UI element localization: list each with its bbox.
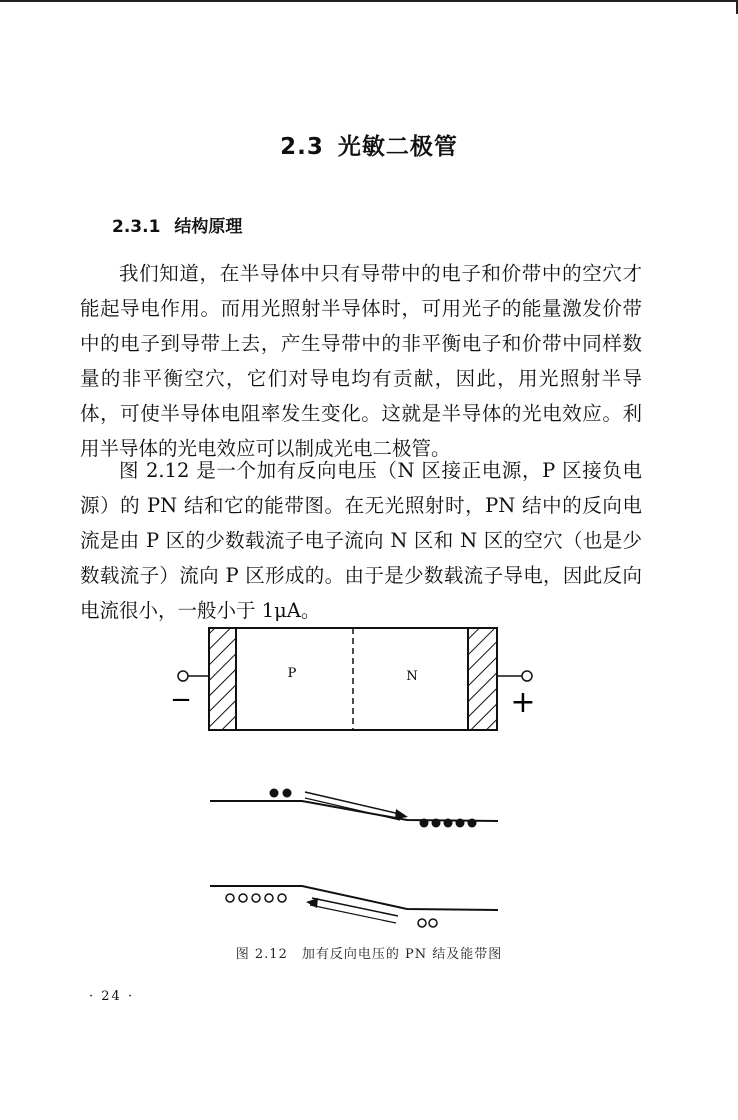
energy-band-diagram xyxy=(210,789,498,928)
electron-dot xyxy=(420,819,429,828)
paragraph-photoelectric-effect: 我们知道，在半导体中只有导带中的电子和价带中的空穴才能起导电作用。而用光照射半导体时，可用光子的能量激发价带中的电子到导带上去，产生导带中的非平衡电子和价带中同样数量的非平衡空穴，它们对导电均有贡献，因此，用光照射半导体，可使半导体电阻率发生变化。这就是半导体的光电效应。利用半导体的光电效应可以制成光电二极管。 xyxy=(80,262,642,460)
section-number: 2.3 xyxy=(280,134,324,160)
section-heading xyxy=(0,128,738,161)
electron-dot xyxy=(432,819,441,828)
pn-junction-figure xyxy=(160,620,560,940)
arrowhead-left xyxy=(306,898,318,908)
n-region-label: N xyxy=(406,669,418,684)
electron-dot xyxy=(468,819,477,828)
electron-dot xyxy=(456,819,465,828)
hole-flow-arrow xyxy=(312,898,398,916)
hole-circle xyxy=(278,894,286,902)
hole-circle xyxy=(226,894,234,902)
negative-terminal-icon xyxy=(178,671,188,681)
hole-circle xyxy=(265,894,273,902)
pn-junction-diagram xyxy=(170,628,535,730)
hole-circle xyxy=(418,919,426,927)
figure-caption: 图 2.12 加有反向电压的 PN 结及能带图 xyxy=(235,947,503,962)
hole-circle xyxy=(239,894,247,902)
electron-dot xyxy=(283,789,292,798)
hole-circle xyxy=(252,894,260,902)
electron-dot xyxy=(444,819,453,828)
section-title: 光敏二极管 xyxy=(337,134,458,160)
left-electrode-hatched xyxy=(209,628,236,730)
plus-sign: + xyxy=(510,685,536,720)
right-electrode-hatched xyxy=(468,628,497,730)
paragraph-reverse-current: 图 2.12 是一个加有反向电压（N 区接正电源，P 区接负电源）的 PN 结和它的能带图。在无光照射时，PN 结中的反向电流是由 P 区的少数载流子电子流向 N 区和 N 区的空穴（也是少数载流子）流向 P 区形成的。由于是少数载流子导电，因此反向电流很小，一般小于 1μA。 xyxy=(80,459,642,622)
p-region-label: P xyxy=(287,666,297,681)
arrowhead-right xyxy=(395,809,408,819)
minus-sign: − xyxy=(170,685,192,715)
subsection-title: 结构原理 xyxy=(174,217,243,237)
subsection-number: 2.3.1 xyxy=(112,217,161,237)
electron-dot xyxy=(270,789,279,798)
hole-circle xyxy=(429,919,437,927)
page-number: · 24 · xyxy=(89,989,135,1004)
positive-terminal-icon xyxy=(522,671,532,681)
top-border-line xyxy=(0,0,738,2)
subsection-heading xyxy=(112,212,242,237)
